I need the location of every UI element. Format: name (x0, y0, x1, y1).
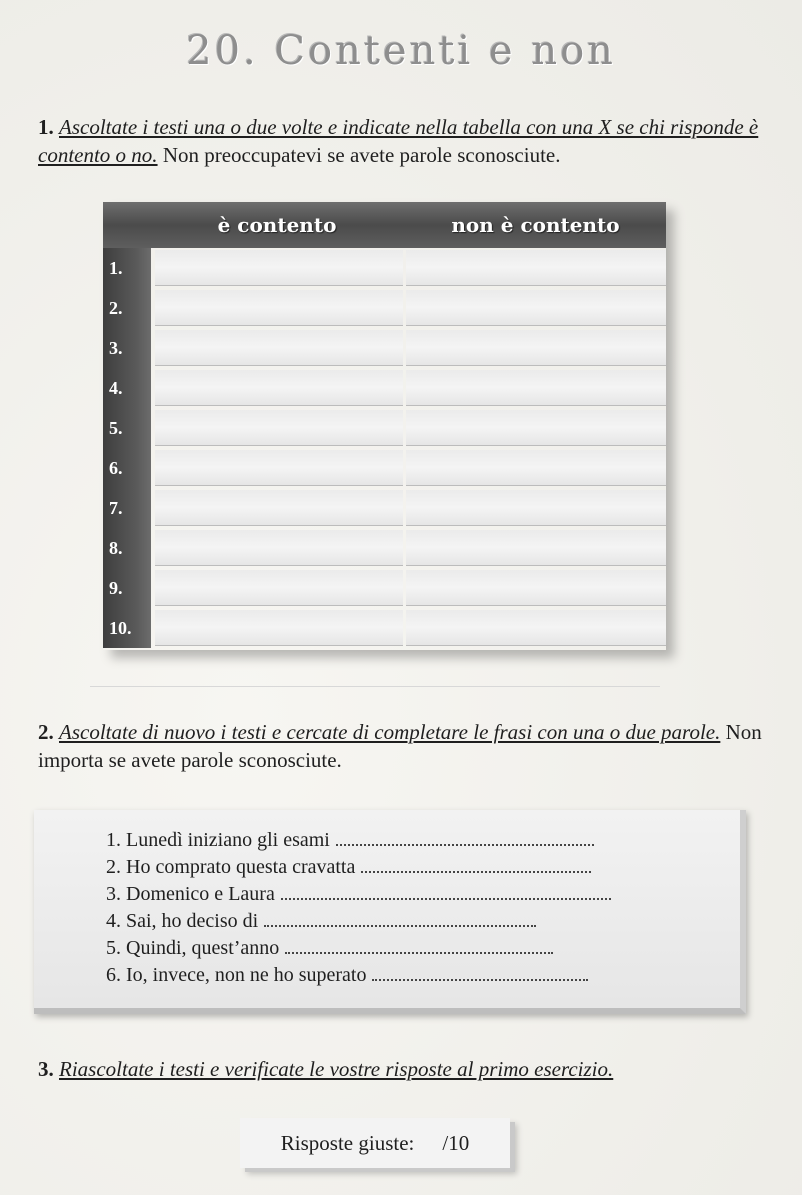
table-row (103, 608, 666, 648)
row-number: 8. (103, 528, 151, 568)
answer-blank[interactable] (281, 880, 611, 900)
table-row (103, 248, 666, 288)
sentence-text: 5. Quindi, quest’anno (106, 937, 280, 959)
score-total: /10 (442, 1131, 470, 1155)
cell-contento[interactable] (155, 290, 403, 326)
sentence-box (34, 810, 746, 1014)
cell-non-contento[interactable] (406, 530, 666, 566)
cell-contento[interactable] (155, 450, 403, 486)
exercise-1 (38, 113, 768, 169)
exercise-3-number: 3. (38, 1057, 54, 1081)
table-row (103, 488, 666, 528)
table-header (103, 202, 666, 248)
exercise-1-number: 1. (38, 115, 54, 139)
cell-non-contento[interactable] (406, 570, 666, 606)
row-number: 2. (103, 288, 151, 328)
exercise-2-note: Non importa se avete parole sconosciute. (38, 720, 762, 772)
exercise-1-instruction: Ascoltate i testi una o due volte e indicate nella tabella con una X se chi risponde è contento o no. (38, 115, 759, 167)
table-row (103, 408, 666, 448)
header-contento: è contento (217, 213, 337, 237)
sentence-item (106, 961, 611, 988)
sentence-item (106, 853, 611, 880)
row-number: 9. (103, 568, 151, 608)
exercise-3-instruction: Riascoltate i testi e verificate le vostre risposte al primo esercizio. (59, 1057, 614, 1081)
sentence-text: 3. Domenico e Laura (106, 883, 275, 905)
sentence-text: 4. Sai, ho deciso di (106, 910, 259, 932)
page-title: 20. Contenti e non (186, 28, 616, 74)
table-row (103, 328, 666, 368)
exercise-2-number: 2. (38, 720, 54, 744)
sentence-item (106, 907, 611, 934)
answer-table (103, 202, 666, 650)
cell-contento[interactable] (155, 530, 403, 566)
exercise-2-instruction: Ascoltate di nuovo i testi e cercate di completare le frasi con una o due parole. (59, 720, 721, 744)
section-divider (90, 686, 660, 687)
exercise-1-note: Non preoccupatevi se avete parole sconosciute. (162, 143, 561, 167)
answer-blank[interactable] (264, 907, 536, 927)
answer-blank[interactable] (285, 934, 553, 954)
answer-blank[interactable] (336, 826, 594, 846)
cell-contento[interactable] (155, 250, 403, 286)
sentence-text: 2. Ho comprato questa cravatta (106, 856, 356, 878)
sentence-item (106, 826, 611, 853)
table-row (103, 568, 666, 608)
cell-non-contento[interactable] (406, 450, 666, 486)
header-non-contento: non è contento (451, 213, 620, 237)
row-number: 5. (103, 408, 151, 448)
cell-non-contento[interactable] (406, 250, 666, 286)
exercise-2 (38, 718, 768, 774)
cell-contento[interactable] (155, 570, 403, 606)
table-row (103, 448, 666, 488)
sentence-list (106, 826, 611, 988)
cell-contento[interactable] (155, 610, 403, 646)
cell-non-contento[interactable] (406, 490, 666, 526)
cell-non-contento[interactable] (406, 370, 666, 406)
table-row (103, 288, 666, 328)
exercise-3 (38, 1055, 768, 1083)
table-row (103, 368, 666, 408)
sentence-item (106, 880, 611, 907)
cell-contento[interactable] (155, 370, 403, 406)
row-number: 6. (103, 448, 151, 488)
sentence-text: 6. Io, invece, non ne ho superato (106, 964, 367, 986)
row-number: 10. (103, 608, 151, 648)
cell-contento[interactable] (155, 490, 403, 526)
row-number: 4. (103, 368, 151, 408)
answer-blank[interactable] (372, 961, 588, 981)
cell-non-contento[interactable] (406, 290, 666, 326)
row-number: 7. (103, 488, 151, 528)
table-row (103, 528, 666, 568)
cell-contento[interactable] (155, 410, 403, 446)
score-box (240, 1118, 510, 1168)
sentence-item (106, 934, 611, 961)
row-number: 3. (103, 328, 151, 368)
cell-non-contento[interactable] (406, 410, 666, 446)
answer-blank[interactable] (361, 853, 591, 873)
cell-non-contento[interactable] (406, 330, 666, 366)
cell-non-contento[interactable] (406, 610, 666, 646)
row-number: 1. (103, 248, 151, 288)
sentence-text: 1. Lunedì iniziano gli esami (106, 829, 330, 851)
score-label: Risposte giuste: (280, 1131, 415, 1155)
cell-contento[interactable] (155, 330, 403, 366)
